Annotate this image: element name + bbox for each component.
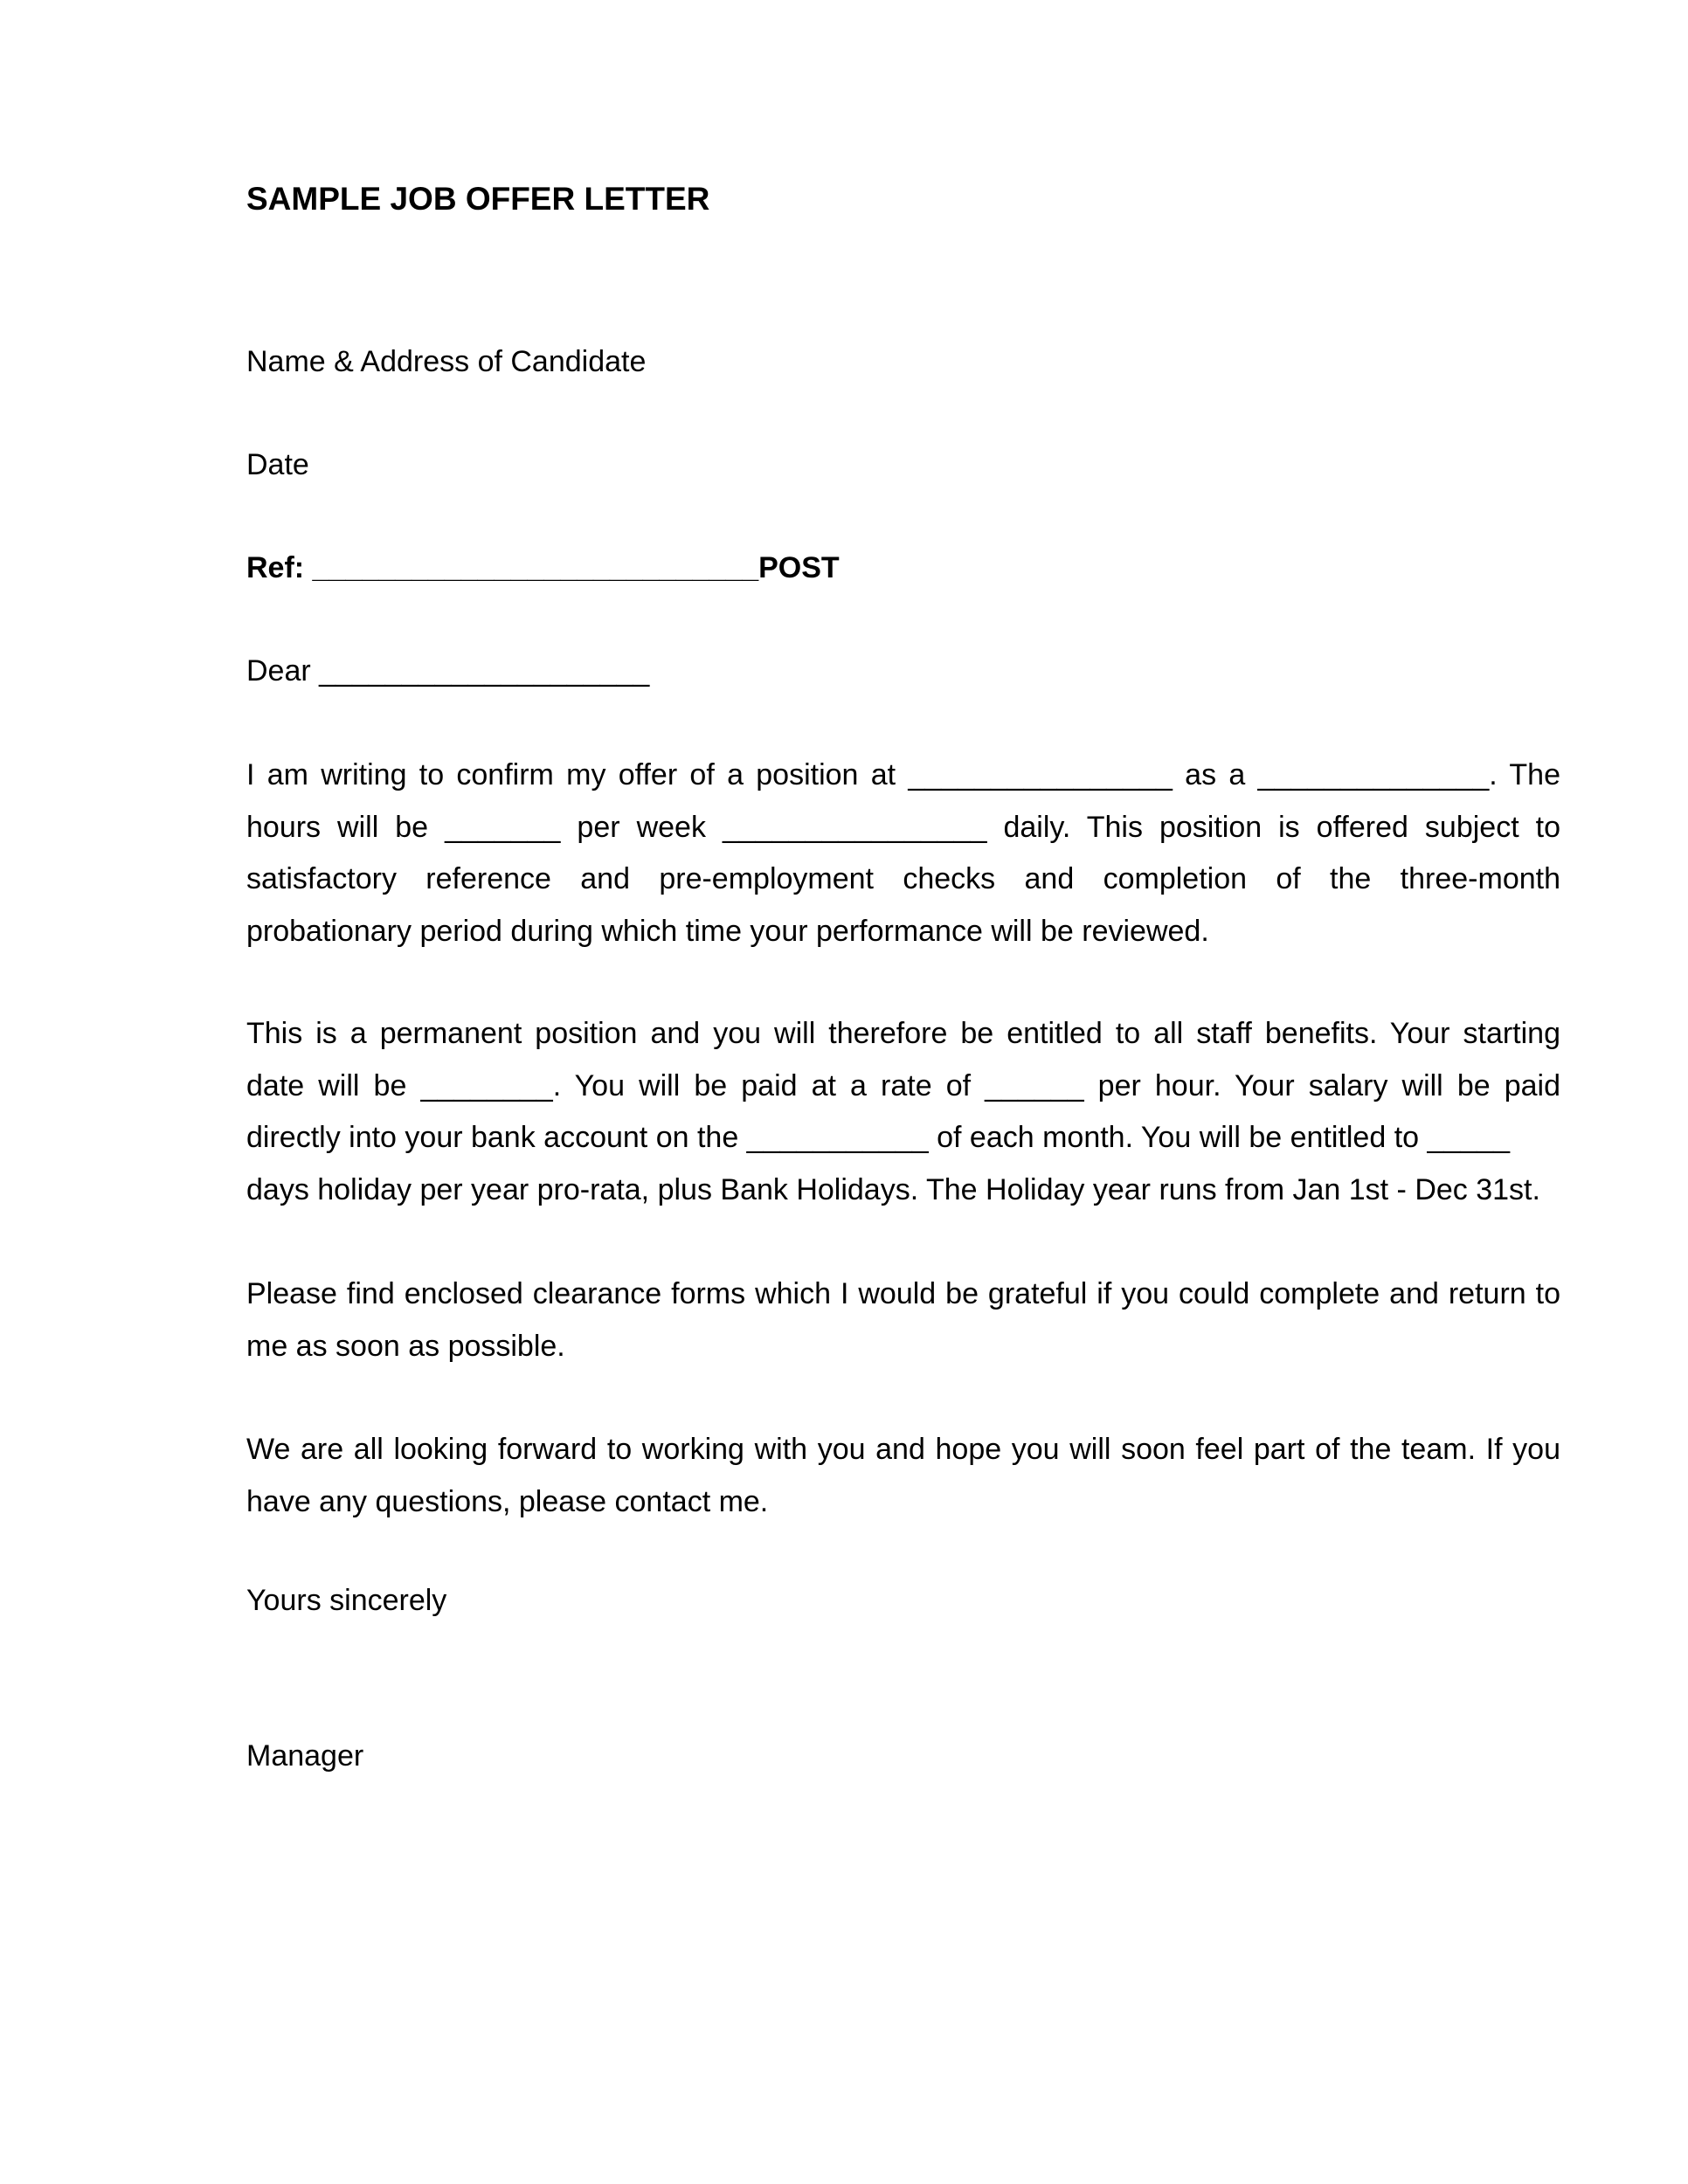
salutation-line: Dear ____________________	[246, 654, 650, 688]
paragraph-line: directly into your bank account on the ___________ of each month. You will be entitled to _____	[246, 1121, 1511, 1154]
paragraph-line: This is a permanent position and you will therefore be entitled to all staff benefits. Your starting	[246, 1017, 1560, 1050]
paragraph-line: days holiday per year pro-rata, plus Bank Holidays. The Holiday year runs from Jan 1st - Dec 31st.	[246, 1172, 1540, 1206]
paragraph-terms	[246, 1008, 1560, 1216]
paragraph-line: probationary period during which time your performance will be reviewed.	[246, 914, 1209, 948]
closing-line: Yours sincerely	[246, 1584, 447, 1617]
date-line: Date	[246, 448, 309, 481]
paragraph-line: Please find enclosed clearance forms which I would be grateful if you could complete and return to	[246, 1277, 1560, 1310]
signatory-line: Manager	[246, 1739, 364, 1773]
candidate-line: Name & Address of Candidate	[246, 345, 647, 378]
ref-line: Ref: ___________________________POST	[246, 551, 840, 584]
paragraph-offer	[246, 750, 1560, 957]
paragraph-line: date will be ________. You will be paid at a rate of ______ per hour. Your salary will be paid	[246, 1068, 1560, 1102]
paragraph-line: satisfactory reference and pre-employment checks and completion of the three-month	[246, 862, 1560, 895]
paragraph-line: me as soon as possible.	[246, 1329, 565, 1363]
paragraph-line: We are all looking forward to working with you and hope you will soon feel part of the team. If you	[246, 1433, 1560, 1466]
paragraph-line: have any questions, please contact me.	[246, 1484, 769, 1518]
letter-title: SAMPLE JOB OFFER LETTER	[246, 181, 710, 217]
paragraph-line: hours will be _______ per week ________________ daily. This position is offered subject to	[246, 810, 1560, 844]
paragraph-line: I am writing to confirm my offer of a position at ________________ as a ______________. The	[246, 758, 1560, 791]
paragraph-welcome	[246, 1424, 1560, 1528]
paragraph-forms	[246, 1268, 1560, 1372]
